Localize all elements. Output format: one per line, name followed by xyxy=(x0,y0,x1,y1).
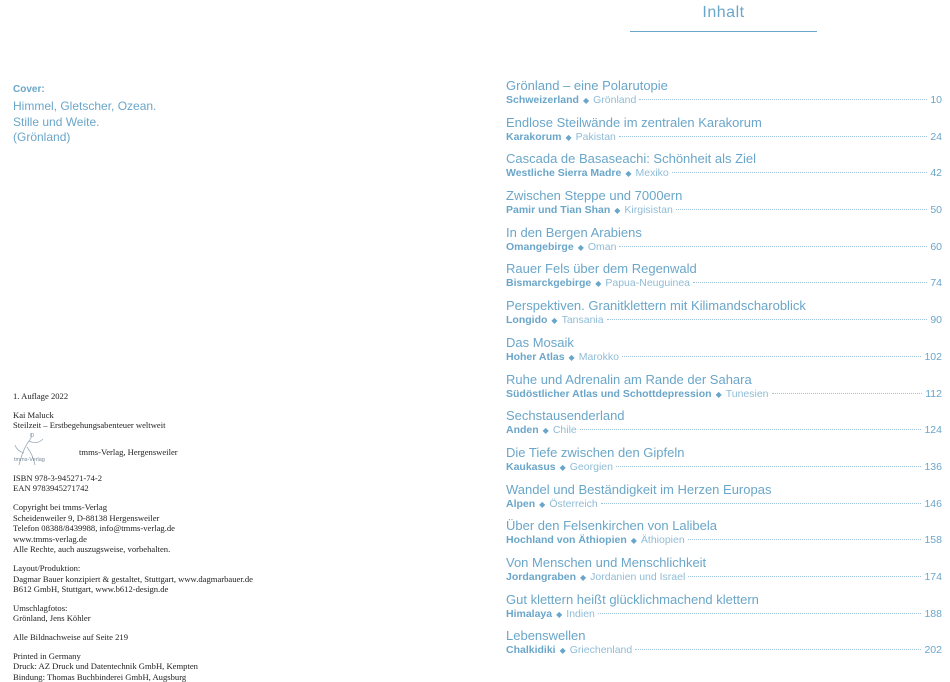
cover-label: Cover: xyxy=(13,84,156,95)
print-line: Druck: AZ Druck und Datentechnik GmbH, Kempten xyxy=(13,661,453,672)
address-line: Scheidenweiler 9, D-88138 Hergensweiler xyxy=(13,513,453,524)
entry-page: 50 xyxy=(930,204,942,217)
entry-page: 188 xyxy=(924,608,942,621)
entry-subline xyxy=(506,167,942,180)
copyright-line: Copyright bei tmms-Verlag xyxy=(13,502,453,513)
entry-page: 60 xyxy=(930,241,942,254)
isbn: ISBN 978-3-945271-74-2 xyxy=(13,473,453,484)
diamond-icon: ◆ xyxy=(560,461,566,474)
toc-entry[interactable] xyxy=(506,628,942,665)
author-block xyxy=(13,410,453,431)
entry-region: Hochland von Äthiopien xyxy=(506,534,627,547)
diamond-icon: ◆ xyxy=(595,277,601,290)
dot-leader xyxy=(676,209,927,210)
edition-block xyxy=(13,391,453,402)
layout-line: B612 GmbH, Stuttgart, www.b612-design.de xyxy=(13,584,453,595)
diamond-icon: ◆ xyxy=(551,314,557,327)
entry-page: 202 xyxy=(924,644,942,657)
toc-entry[interactable] xyxy=(506,335,942,372)
imprint-block xyxy=(13,391,453,682)
print-line: Bindung: Thomas Buchbinderei GmbH, Augsburg xyxy=(13,672,453,682)
copyright-block xyxy=(13,502,453,555)
entry-page: 24 xyxy=(930,131,942,144)
layout-line: Dagmar Bauer konzipiert & gestaltet, Stuttgart, www.dagmarbauer.de xyxy=(13,574,453,585)
entry-subline xyxy=(506,498,942,511)
entry-region: Himalaya xyxy=(506,608,552,621)
entry-subline xyxy=(506,571,942,584)
entry-region: Kaukasus xyxy=(506,461,556,474)
diamond-icon: ◆ xyxy=(565,131,571,144)
imprint-page xyxy=(0,0,470,673)
entry-title: Ruhe und Adrenalin am Rande der Sahara xyxy=(506,372,942,388)
isbn-block xyxy=(13,473,453,494)
entry-country: Tansania xyxy=(562,314,604,327)
toc-entry[interactable] xyxy=(506,298,942,335)
publisher-row xyxy=(13,431,453,469)
print-line: Printed in Germany xyxy=(13,651,453,662)
entry-subline xyxy=(506,351,942,364)
entry-subline xyxy=(506,424,942,437)
dot-leader xyxy=(688,576,921,577)
toc-entry[interactable] xyxy=(506,115,942,152)
toc-entry[interactable] xyxy=(506,408,942,445)
diamond-icon: ◆ xyxy=(560,644,566,657)
entry-region: Südöstlicher Atlas und Schottdepression xyxy=(506,388,712,401)
credits-line: Alle Bildnachweise auf Seite 219 xyxy=(13,632,453,643)
contact-line: Telefon 08388/8439988, info@tmms-verlag.de xyxy=(13,523,453,534)
dot-leader xyxy=(622,356,922,357)
entry-country: Äthiopien xyxy=(641,534,685,547)
dot-leader xyxy=(619,136,927,137)
entry-region: Omangebirge xyxy=(506,241,574,254)
entry-title: Wandel und Beständigkeit im Herzen Europas xyxy=(506,482,942,498)
diamond-icon: ◆ xyxy=(614,204,620,217)
entry-subline xyxy=(506,241,942,254)
contents-page xyxy=(470,0,950,673)
dot-leader xyxy=(639,99,927,100)
entry-region: Anden xyxy=(506,424,539,437)
entry-country: Papua-Neuguinea xyxy=(605,277,690,290)
entry-country: Pakistan xyxy=(576,131,616,144)
toc-entry[interactable] xyxy=(506,188,942,225)
entry-title: Über den Felsenkirchen von Lalibela xyxy=(506,518,942,534)
entry-country: Marokko xyxy=(579,351,619,364)
entry-subline xyxy=(506,644,942,657)
entry-title: Gut klettern heißt glücklichmachend klettern xyxy=(506,592,942,608)
dot-leader xyxy=(635,649,921,650)
heading-rule xyxy=(630,31,817,32)
toc-list xyxy=(506,78,942,665)
entry-region: Bismarckgebirge xyxy=(506,277,591,290)
publisher: tmms-Verlag, Hergensweiler xyxy=(79,441,178,458)
cover-line: (Grönland) xyxy=(13,130,156,146)
entry-title: Das Mosaik xyxy=(506,335,942,351)
entry-title: Perspektiven. Granitklettern mit Kilimandscharoblick xyxy=(506,298,942,314)
print-block xyxy=(13,651,453,682)
entry-subline xyxy=(506,131,942,144)
entry-region: Karakorum xyxy=(506,131,561,144)
edition: 1. Auflage 2022 xyxy=(13,391,453,402)
entry-subline xyxy=(506,461,942,474)
entry-country: Mexiko xyxy=(636,167,669,180)
toc-entry[interactable] xyxy=(506,372,942,409)
toc-entry[interactable] xyxy=(506,151,942,188)
entry-title: In den Bergen Arabiens xyxy=(506,225,942,241)
dot-leader xyxy=(619,246,927,247)
photos-block xyxy=(13,603,453,624)
photos-heading: Umschlagfotos: xyxy=(13,603,453,614)
entry-title: Lebenswellen xyxy=(506,628,942,644)
entry-subline xyxy=(506,534,942,547)
entry-page: 42 xyxy=(930,167,942,180)
entry-region: Longido xyxy=(506,314,547,327)
entry-title: Cascada de Basaseachi: Schönheit als Ziel xyxy=(506,151,942,167)
toc-entry[interactable] xyxy=(506,518,942,555)
diamond-icon: ◆ xyxy=(580,571,586,584)
entry-title: Grönland – eine Polarutopie xyxy=(506,78,942,94)
dot-leader xyxy=(601,503,922,504)
entry-page: 158 xyxy=(924,534,942,547)
dot-leader xyxy=(607,319,928,320)
entry-region: Westliche Sierra Madre xyxy=(506,167,621,180)
ean: EAN 9783945271742 xyxy=(13,483,453,494)
diamond-icon: ◆ xyxy=(578,241,584,254)
entry-subline xyxy=(506,388,942,401)
entry-title: Sechstausenderland xyxy=(506,408,942,424)
diamond-icon: ◆ xyxy=(539,498,545,511)
toc-entry[interactable] xyxy=(506,482,942,519)
rights-line: Alle Rechte, auch auszugsweise, vorbehalten. xyxy=(13,544,453,555)
entry-subline xyxy=(506,277,942,290)
entry-subline xyxy=(506,608,942,621)
dot-leader xyxy=(580,429,922,430)
entry-country: Jordanien und Israel xyxy=(590,571,685,584)
entry-country: Österreich xyxy=(549,498,597,511)
toc-entry[interactable] xyxy=(506,225,942,262)
entry-country: Indien xyxy=(566,608,595,621)
entry-subline xyxy=(506,204,942,217)
dot-leader xyxy=(616,466,922,467)
entry-country: Kirgisistan xyxy=(624,204,672,217)
entry-page: 102 xyxy=(924,351,942,364)
diamond-icon: ◆ xyxy=(569,351,575,364)
entry-region: Pamir und Tian Shan xyxy=(506,204,610,217)
author: Kai Maluck xyxy=(13,410,453,421)
entry-page: 90 xyxy=(930,314,942,327)
entry-title: Rauer Fels über dem Regenwald xyxy=(506,261,942,277)
entry-subline xyxy=(506,314,942,327)
layout-block xyxy=(13,563,453,595)
dot-leader xyxy=(772,393,923,394)
entry-country: Oman xyxy=(588,241,617,254)
diamond-icon: ◆ xyxy=(631,534,637,547)
entry-country: Georgien xyxy=(570,461,613,474)
book-title: Steilzeit – Erstbegehungsabenteuer weltweit xyxy=(13,420,453,431)
diamond-icon: ◆ xyxy=(543,424,549,437)
entry-page: 146 xyxy=(924,498,942,511)
entry-region: Hoher Atlas xyxy=(506,351,565,364)
layout-heading: Layout/Produktion: xyxy=(13,563,453,574)
dot-leader xyxy=(598,613,922,614)
entry-country: Tunesien xyxy=(726,388,769,401)
diamond-icon: ◆ xyxy=(716,388,722,401)
entry-region: Schweizerland xyxy=(506,94,579,107)
cover-line: Stille und Weite. xyxy=(13,115,156,131)
website-line: www.tmms-verlag.de xyxy=(13,534,453,545)
photos-line: Grönland, Jens Köhler xyxy=(13,613,453,624)
toc-entry[interactable] xyxy=(506,261,942,298)
diamond-icon: ◆ xyxy=(556,608,562,621)
entry-country: Chile xyxy=(553,424,577,437)
logo-text: tmms-Verlag xyxy=(14,457,45,463)
entry-region: Chalkidiki xyxy=(506,644,556,657)
diamond-icon: ◆ xyxy=(625,167,631,180)
cover-line: Himmel, Gletscher, Ozean. xyxy=(13,99,156,115)
cover-caption xyxy=(13,84,156,146)
toc-entry[interactable] xyxy=(506,445,942,482)
entry-page: 136 xyxy=(924,461,942,474)
entry-title: Von Menschen und Menschlichkeit xyxy=(506,555,942,571)
credits-block xyxy=(13,632,453,643)
entry-country: Griechenland xyxy=(570,644,632,657)
entry-country: Grönland xyxy=(593,94,636,107)
dot-leader xyxy=(688,539,922,540)
entry-title: Endlose Steilwände im zentralen Karakorum xyxy=(506,115,942,131)
contents-heading: Inhalt xyxy=(630,4,817,22)
tmms-logo-icon xyxy=(13,431,79,469)
toc-entry[interactable] xyxy=(506,592,942,629)
entry-region: Jordangraben xyxy=(506,571,576,584)
entry-page: 112 xyxy=(925,388,942,401)
entry-page: 124 xyxy=(924,424,942,437)
entry-page: 74 xyxy=(930,277,942,290)
entry-page: 174 xyxy=(924,571,942,584)
diamond-icon: ◆ xyxy=(583,94,589,107)
entry-title: Die Tiefe zwischen den Gipfeln xyxy=(506,445,942,461)
entry-subline xyxy=(506,94,942,107)
dot-leader xyxy=(672,172,928,173)
toc-entry[interactable] xyxy=(506,78,942,115)
dot-leader xyxy=(693,282,927,283)
entry-title: Zwischen Steppe und 7000ern xyxy=(506,188,942,204)
entry-page: 10 xyxy=(930,94,942,107)
entry-region: Alpen xyxy=(506,498,535,511)
toc-entry[interactable] xyxy=(506,555,942,592)
